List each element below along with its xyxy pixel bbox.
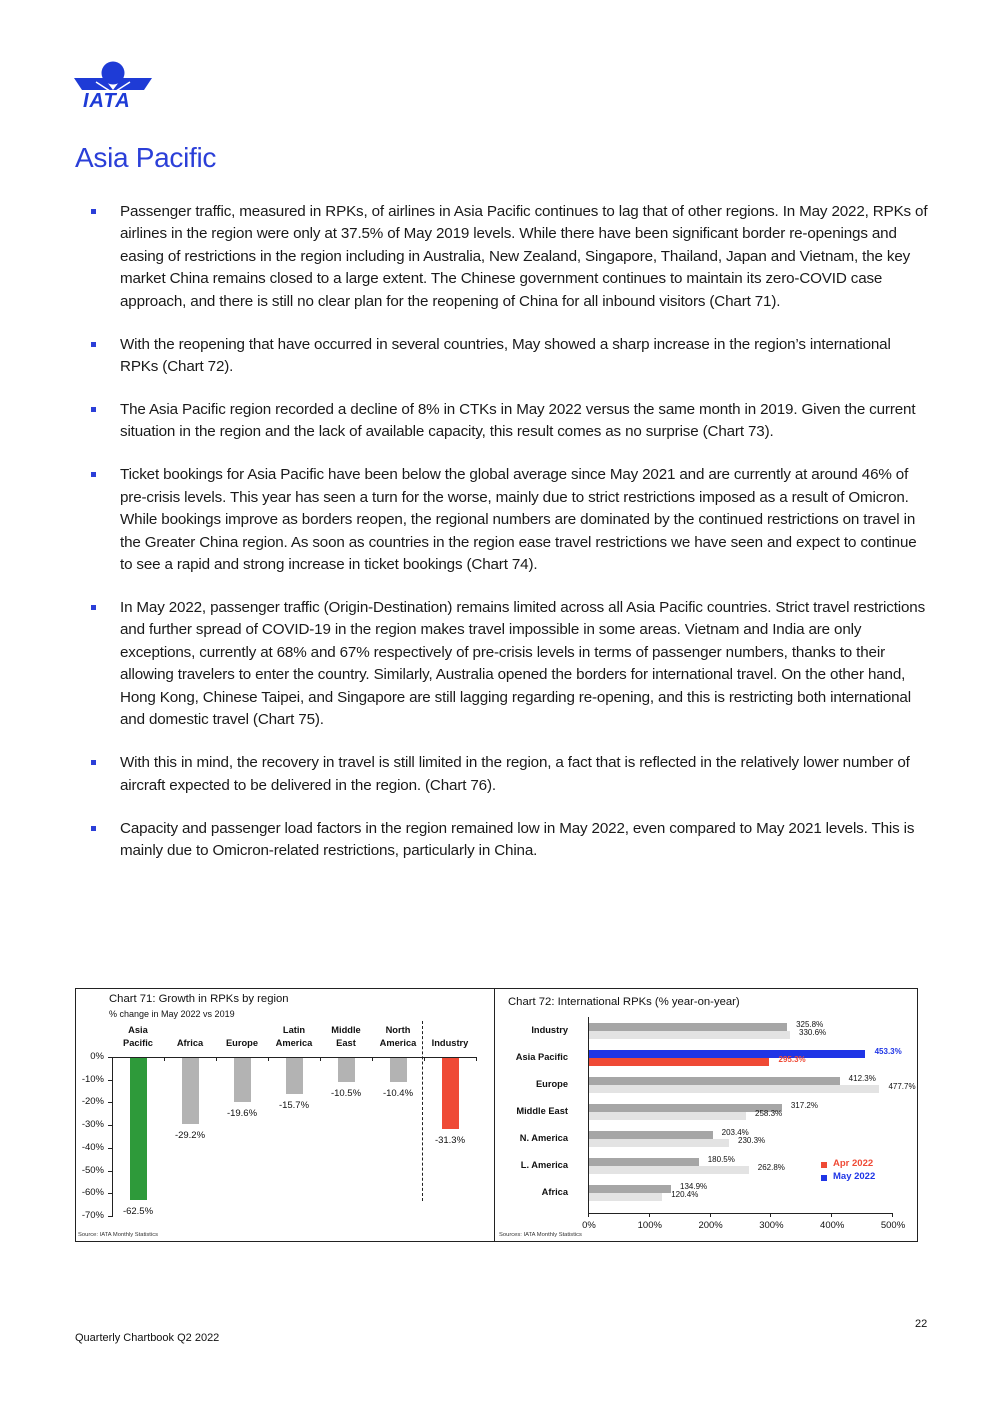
bar-may-2022	[589, 1050, 865, 1058]
bar-apr-2022	[589, 1104, 782, 1112]
y-tick-mark	[108, 1080, 112, 1081]
y-tick-label: -30%	[81, 1119, 104, 1131]
footer-doc-title: Quarterly Chartbook Q2 2022	[75, 1332, 220, 1344]
bullet-square-icon	[91, 209, 96, 214]
chart-source: Source: IATA Monthly Statistics	[78, 1232, 159, 1238]
bar	[182, 1058, 199, 1124]
bar-apr-2022	[589, 1131, 713, 1139]
x-tick-mark	[476, 1057, 477, 1061]
legend-swatch	[821, 1162, 827, 1168]
bar	[286, 1058, 303, 1094]
iata-logo	[74, 60, 152, 112]
bar-apr-2022	[589, 1058, 769, 1066]
bar-value-label: 180.5%	[707, 1155, 735, 1164]
chart-71-growth-rpks-by-region	[75, 988, 496, 1242]
x-tick-mark	[268, 1057, 269, 1061]
x-tick-label: 300%	[759, 1220, 784, 1231]
x-tick-label: 400%	[820, 1220, 845, 1231]
x-tick-label: 500%	[880, 1220, 906, 1231]
bullet-item: Ticket bookings for Asia Pacific have been below the global average since May 2021 and are currently at around 46% of pre-crisis levels. This year has seen a turn for the worse, mainly due to strict restrictions imposed as a result of Omicron. While bookings improve as borders reopen, the regional numbers are dominated by the continued restrictions on travel in the Greater China region. As soon as countries in the region ease travel restrictions we have seen and expect to continue to see a rapid and strong increase in ticket bookings (Chart 74).	[88, 464, 928, 576]
chart-72-international-rpks	[494, 988, 918, 1242]
y-tick-mark	[108, 1102, 112, 1103]
bar-apr-2022	[589, 1077, 840, 1085]
bar-value-label: -10.4%	[382, 1087, 414, 1099]
x-tick-mark	[831, 1213, 832, 1217]
bullet-item: The Asia Pacific region recorded a decline of 8% in CTKs in May 2022 versus the same month in 2019. Given the current situation in the region and the lack of available capacity, this result comes as no surprise (Chart 73).	[88, 399, 928, 444]
category-label: Asia Pacific	[515, 1052, 568, 1062]
chart-source: Sources: IATA Monthly Statistics	[499, 1232, 582, 1238]
y-tick-mark	[108, 1125, 112, 1126]
category-label: L. America	[520, 1160, 568, 1170]
chart-subtitle: % change in May 2022 vs 2019	[109, 1009, 235, 1019]
bullet-square-icon	[91, 605, 96, 610]
bar-value-label: -62.5%	[122, 1205, 154, 1217]
x-axis-line	[588, 1213, 893, 1214]
bar-value-label: 203.4%	[721, 1128, 749, 1137]
bar-value-label: 325.8%	[796, 1020, 824, 1029]
x-tick-mark	[164, 1057, 165, 1061]
category-label: Industry	[531, 1025, 568, 1035]
x-tick-label: 100%	[637, 1220, 662, 1231]
bullet-item: In May 2022, passenger traffic (Origin-Destination) remains limited across all Asia Pacific countries. Strict travel restrictions and further spread of COVID-19 in the region makes travel impossible in some areas. Vietnam and India are only exceptions, currently at 68% and 67% respectively of pre-crisis levels in terms of passenger numbers, thanks to their allowing travelers to enter the country. Similarly, Australia opened the borders for international travel. On the other hand, Hong Kong, Chinese Taipei, and Singapore are still lagging regarding re-opening, and this is restricting both international and domestic travel (Chart 75).	[88, 597, 928, 731]
bar-value-label: 295.3%	[778, 1055, 806, 1064]
y-axis-line	[112, 1057, 113, 1217]
category-label: Europe	[225, 1038, 259, 1048]
x-tick-label: 0%	[582, 1220, 596, 1231]
bar-value-label: -19.6%	[226, 1108, 258, 1120]
bar-value-label: 412.3%	[848, 1074, 876, 1083]
bullet-item: Passenger traffic, measured in RPKs, of airlines in Asia Pacific continues to lag that of other regions. In May 2022, RPKs of airlines in the region were only at 37.5% of May 2019 levels. While there have been significant border re-openings and easing of restrictions in the region including in Australia, New Zealand, Singapore, Thailand, Japan and Vietnam, the key market China remains closed to a large extent. The Chinese government continues to maintain its zero-COVID case approach, and there is still no clear plan for the reopening of China for all inbound visitors (Chart 71).	[88, 201, 928, 313]
category-label: Middle	[331, 1025, 361, 1035]
category-label: Asia	[128, 1025, 148, 1035]
chart-title: Chart 72: International RPKs (% year-on-year)	[508, 996, 740, 1008]
bar-may-2022	[589, 1193, 662, 1201]
bar-value-label: -15.7%	[278, 1099, 310, 1111]
page-number: 22	[915, 1318, 928, 1330]
bar	[338, 1058, 355, 1082]
bullet-square-icon	[91, 342, 96, 347]
bullet-square-icon	[91, 760, 96, 765]
bar	[390, 1058, 407, 1082]
category-label: North	[385, 1025, 411, 1035]
category-label: Pacific	[123, 1038, 153, 1048]
bar	[442, 1058, 459, 1129]
category-label: Industry	[431, 1038, 469, 1048]
legend-label: May 2022	[833, 1171, 876, 1182]
category-label: America	[275, 1038, 313, 1048]
x-tick-mark	[372, 1057, 373, 1061]
bar-apr-2022	[589, 1158, 699, 1166]
bar-value-label: -10.5%	[330, 1087, 362, 1099]
y-tick-label: 0%	[90, 1051, 104, 1062]
x-tick-mark	[320, 1057, 321, 1061]
bar-value-label: 258.3%	[755, 1109, 783, 1118]
bar-value-label: -29.2%	[174, 1130, 206, 1142]
y-tick-mark	[108, 1193, 112, 1194]
category-label: America	[379, 1038, 417, 1048]
bullet-square-icon	[91, 407, 96, 412]
y-tick-label: -10%	[81, 1073, 104, 1085]
logo-text: IATA	[83, 90, 131, 112]
bullet-item: With the reopening that have occurred in several countries, May showed a sharp increase in the region’s international RPKs (Chart 72).	[88, 334, 928, 379]
bullet-square-icon	[91, 826, 96, 831]
y-tick-label: -60%	[81, 1187, 104, 1199]
x-tick-mark	[649, 1213, 650, 1217]
bar-value-label: 230.3%	[738, 1136, 766, 1145]
category-label: Latin	[282, 1025, 306, 1035]
bullet-list	[88, 201, 928, 883]
bullet-item: Capacity and passenger load factors in the region remained low in May 2022, even compared to May 2021 levels. This is mainly due to Omicron-related restrictions, particularly in China.	[88, 818, 928, 863]
chart-title: Chart 71: Growth in RPKs by region	[109, 993, 289, 1005]
category-label: Africa	[176, 1038, 204, 1048]
x-tick-label: 200%	[698, 1220, 723, 1231]
bar-may-2022	[589, 1166, 749, 1174]
bar-may-2022	[589, 1031, 790, 1039]
y-tick-label: -40%	[81, 1141, 104, 1153]
bar-value-label: -31.3%	[434, 1135, 466, 1147]
bar-may-2022	[589, 1085, 879, 1093]
bar-value-label: 134.9%	[680, 1182, 708, 1191]
bar-value-label: 330.6%	[799, 1028, 827, 1037]
x-tick-mark	[710, 1213, 711, 1217]
x-tick-mark	[588, 1213, 589, 1217]
bar-may-2022	[589, 1139, 729, 1147]
category-label: Europe	[535, 1079, 568, 1089]
x-tick-mark	[770, 1213, 771, 1217]
bar-value-label: 477.7%	[888, 1082, 916, 1091]
y-tick-label: -70%	[81, 1209, 104, 1221]
y-tick-label: -20%	[81, 1096, 104, 1108]
bar-apr-2022	[589, 1185, 671, 1193]
x-tick-mark	[892, 1213, 893, 1217]
bar-may-2022	[589, 1112, 746, 1120]
bar-value-label: 262.8%	[757, 1163, 785, 1172]
page-title: Asia Pacific	[75, 142, 217, 173]
bar-value-label: 120.4%	[671, 1190, 699, 1199]
category-label: Middle East	[516, 1106, 568, 1116]
x-tick-mark	[424, 1057, 425, 1061]
legend-swatch	[821, 1175, 827, 1181]
bar-value-label: 453.3%	[874, 1047, 902, 1056]
bar-value-label: 317.2%	[790, 1101, 818, 1110]
bullet-square-icon	[91, 472, 96, 477]
x-tick-mark	[216, 1057, 217, 1061]
category-label: East	[336, 1038, 356, 1048]
category-label: N. America	[519, 1133, 568, 1143]
legend-label: Apr 2022	[833, 1158, 874, 1169]
bar	[130, 1058, 147, 1200]
category-label: Africa	[541, 1187, 568, 1197]
bar	[234, 1058, 251, 1102]
y-tick-mark	[108, 1171, 112, 1172]
y-tick-label: -50%	[81, 1164, 104, 1176]
y-tick-mark	[108, 1148, 112, 1149]
x-tick-mark	[112, 1057, 113, 1061]
bullet-item: With this in mind, the recovery in travel is still limited in the region, a fact that is reflected in the relatively lower number of aircraft expected to be delivered in the region. (Chart 76).	[88, 752, 928, 797]
bar-apr-2022	[589, 1023, 787, 1031]
